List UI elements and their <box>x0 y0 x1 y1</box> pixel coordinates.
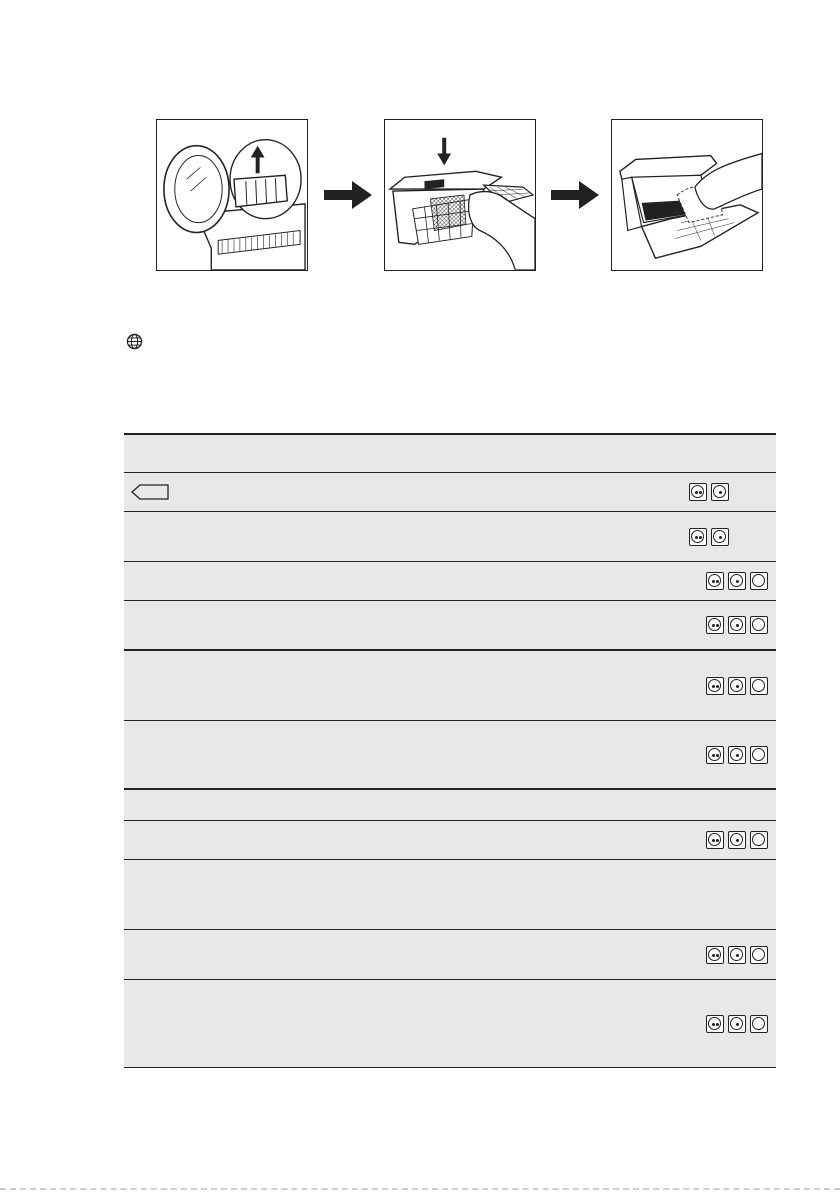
two-dot-indicator-icon <box>706 1015 724 1033</box>
dryness-level-indicators <box>706 946 768 964</box>
table-row <box>124 721 776 790</box>
empty-indicator-icon <box>750 572 768 590</box>
dryness-level-indicators <box>689 528 729 546</box>
two-dot-indicator-icon <box>689 528 707 546</box>
table-row <box>124 980 776 1068</box>
one-dot-indicator-icon <box>728 831 746 849</box>
two-dot-indicator-icon <box>689 483 707 501</box>
table-row <box>124 562 776 601</box>
two-dot-indicator-icon <box>706 746 724 764</box>
table-row <box>124 651 776 721</box>
table-row <box>124 473 776 512</box>
dryness-level-indicators <box>706 677 768 695</box>
table-row <box>124 821 776 860</box>
empty-indicator-icon <box>750 677 768 695</box>
one-dot-indicator-icon <box>728 572 746 590</box>
tag-icon <box>130 484 170 500</box>
dryness-level-indicators <box>706 746 768 764</box>
step-2-illustration <box>384 119 536 271</box>
next-step-arrow-icon <box>551 181 599 209</box>
two-dot-indicator-icon <box>706 572 724 590</box>
empty-indicator-icon <box>750 1015 768 1033</box>
empty-indicator-icon <box>750 946 768 964</box>
program-table <box>124 433 776 1068</box>
one-dot-indicator-icon <box>711 528 729 546</box>
table-row <box>124 512 776 562</box>
one-dot-indicator-icon <box>728 746 746 764</box>
empty-indicator-icon <box>750 831 768 849</box>
two-dot-indicator-icon <box>706 946 724 964</box>
dryness-level-indicators <box>706 831 768 849</box>
table-row <box>124 790 776 821</box>
one-dot-indicator-icon <box>711 483 729 501</box>
step-3-illustration <box>611 119 763 271</box>
dryness-level-indicators <box>689 483 729 501</box>
empty-indicator-icon <box>750 616 768 634</box>
table-header-row <box>124 435 776 473</box>
one-dot-indicator-icon <box>728 677 746 695</box>
table-row <box>124 601 776 651</box>
globe-icon <box>126 333 143 350</box>
next-step-arrow-icon <box>324 181 372 209</box>
one-dot-indicator-icon <box>728 1015 746 1033</box>
two-dot-indicator-icon <box>706 677 724 695</box>
two-dot-indicator-icon <box>706 616 724 634</box>
one-dot-indicator-icon <box>728 946 746 964</box>
page-edge-dashes <box>0 1188 840 1190</box>
two-dot-indicator-icon <box>706 831 724 849</box>
empty-indicator-icon <box>750 746 768 764</box>
step-1-illustration <box>156 119 308 271</box>
table-row <box>124 930 776 980</box>
dryness-level-indicators <box>706 572 768 590</box>
dryness-level-indicators <box>706 616 768 634</box>
dryness-level-indicators <box>706 1015 768 1033</box>
table-row <box>124 860 776 930</box>
one-dot-indicator-icon <box>728 616 746 634</box>
